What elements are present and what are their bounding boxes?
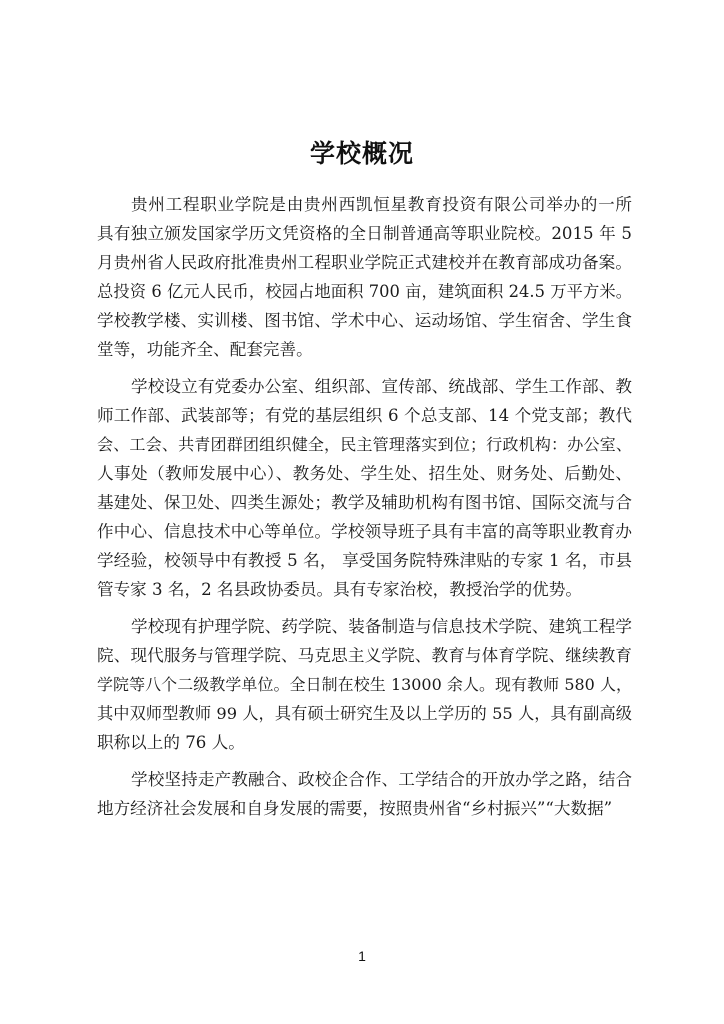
paragraph-line: 管专家 3 名，2 名县政协委员。具有专家治校，教授治学的优势。 xyxy=(97,580,582,599)
paragraph-line: 总投资 6 亿元人民币，校园占地面积 700 亩，建筑面积 24.5 万平方米。 xyxy=(97,282,632,301)
body-text xyxy=(97,190,632,831)
paragraph-line: 职称以上的 76 人。 xyxy=(97,733,245,752)
paragraph-line: 贵州工程职业学院是由贵州西凯恒星教育投资有限公司举办的一所 xyxy=(131,195,632,214)
paragraph-line: 学经验，校领导中有教授 5 名， 享受国务院特殊津贴的专家 1 名，市县 xyxy=(97,551,632,570)
paragraph-line: 具有独立颁发国家学历文凭资格的全日制普通高等职业院校。2015 年 5 xyxy=(97,224,632,243)
paragraph-line: 学校现有护理学院、药学院、装备制造与信息技术学院、建筑工程学 xyxy=(131,617,632,636)
paragraph-line: 会、工会、共青团群团组织健全，民主管理落实到位；行政机构：办公室、 xyxy=(97,435,632,454)
paragraph-line: 学院等八个二级教学单位。全日制在校生 13000 余人。现有教师 580 人， xyxy=(97,675,632,694)
paragraph-line: 学校坚持走产教融合、政校企合作、工学结合的开放办学之路，结合 xyxy=(131,770,632,789)
paragraph xyxy=(97,765,632,823)
paragraph-line: 师工作部、武装部等；有党的基层组织 6 个总支部、14 个党支部；教代 xyxy=(97,406,632,425)
paragraph-line: 学校教学楼、实训楼、图书馆、学术中心、运动场馆、学生宿舍、学生食 xyxy=(97,311,632,330)
page-number: 1 xyxy=(358,948,366,964)
paragraph-line: 作中心、信息技术中心等单位。学校领导班子具有丰富的高等职业教育办 xyxy=(97,522,632,541)
paragraph xyxy=(97,372,632,604)
paragraph-line: 院、现代服务与管理学院、马克思主义学院、教育与体育学院、继续教育 xyxy=(97,646,632,665)
paragraph xyxy=(97,612,632,757)
paragraph-line: 基建处、保卫处、四类生源处；教学及辅助机构有图书馆、国际交流与合 xyxy=(97,493,632,512)
paragraph-line: 其中双师型教师 99 人，具有硕士研究生及以上学历的 55 人，具有副高级 xyxy=(97,704,632,723)
paragraph-line: 月贵州省人民政府批准贵州工程职业学院正式建校并在教育部成功备案。 xyxy=(97,253,632,272)
paragraph-line: 人事处（教师发展中心）、教务处、学生处、招生处、财务处、后勤处、 xyxy=(97,464,632,483)
paragraph-line: 地方经济社会发展和自身发展的需要，按照贵州省“乡村振兴”“大数据” xyxy=(97,799,613,818)
paragraph-line: 堂等，功能齐全、配套完善。 xyxy=(97,340,313,359)
paragraph xyxy=(97,190,632,364)
page-title: 学校概况 xyxy=(309,139,414,168)
paragraph-line: 学校设立有党委办公室、组织部、宣传部、统战部、学生工作部、教 xyxy=(131,377,632,396)
